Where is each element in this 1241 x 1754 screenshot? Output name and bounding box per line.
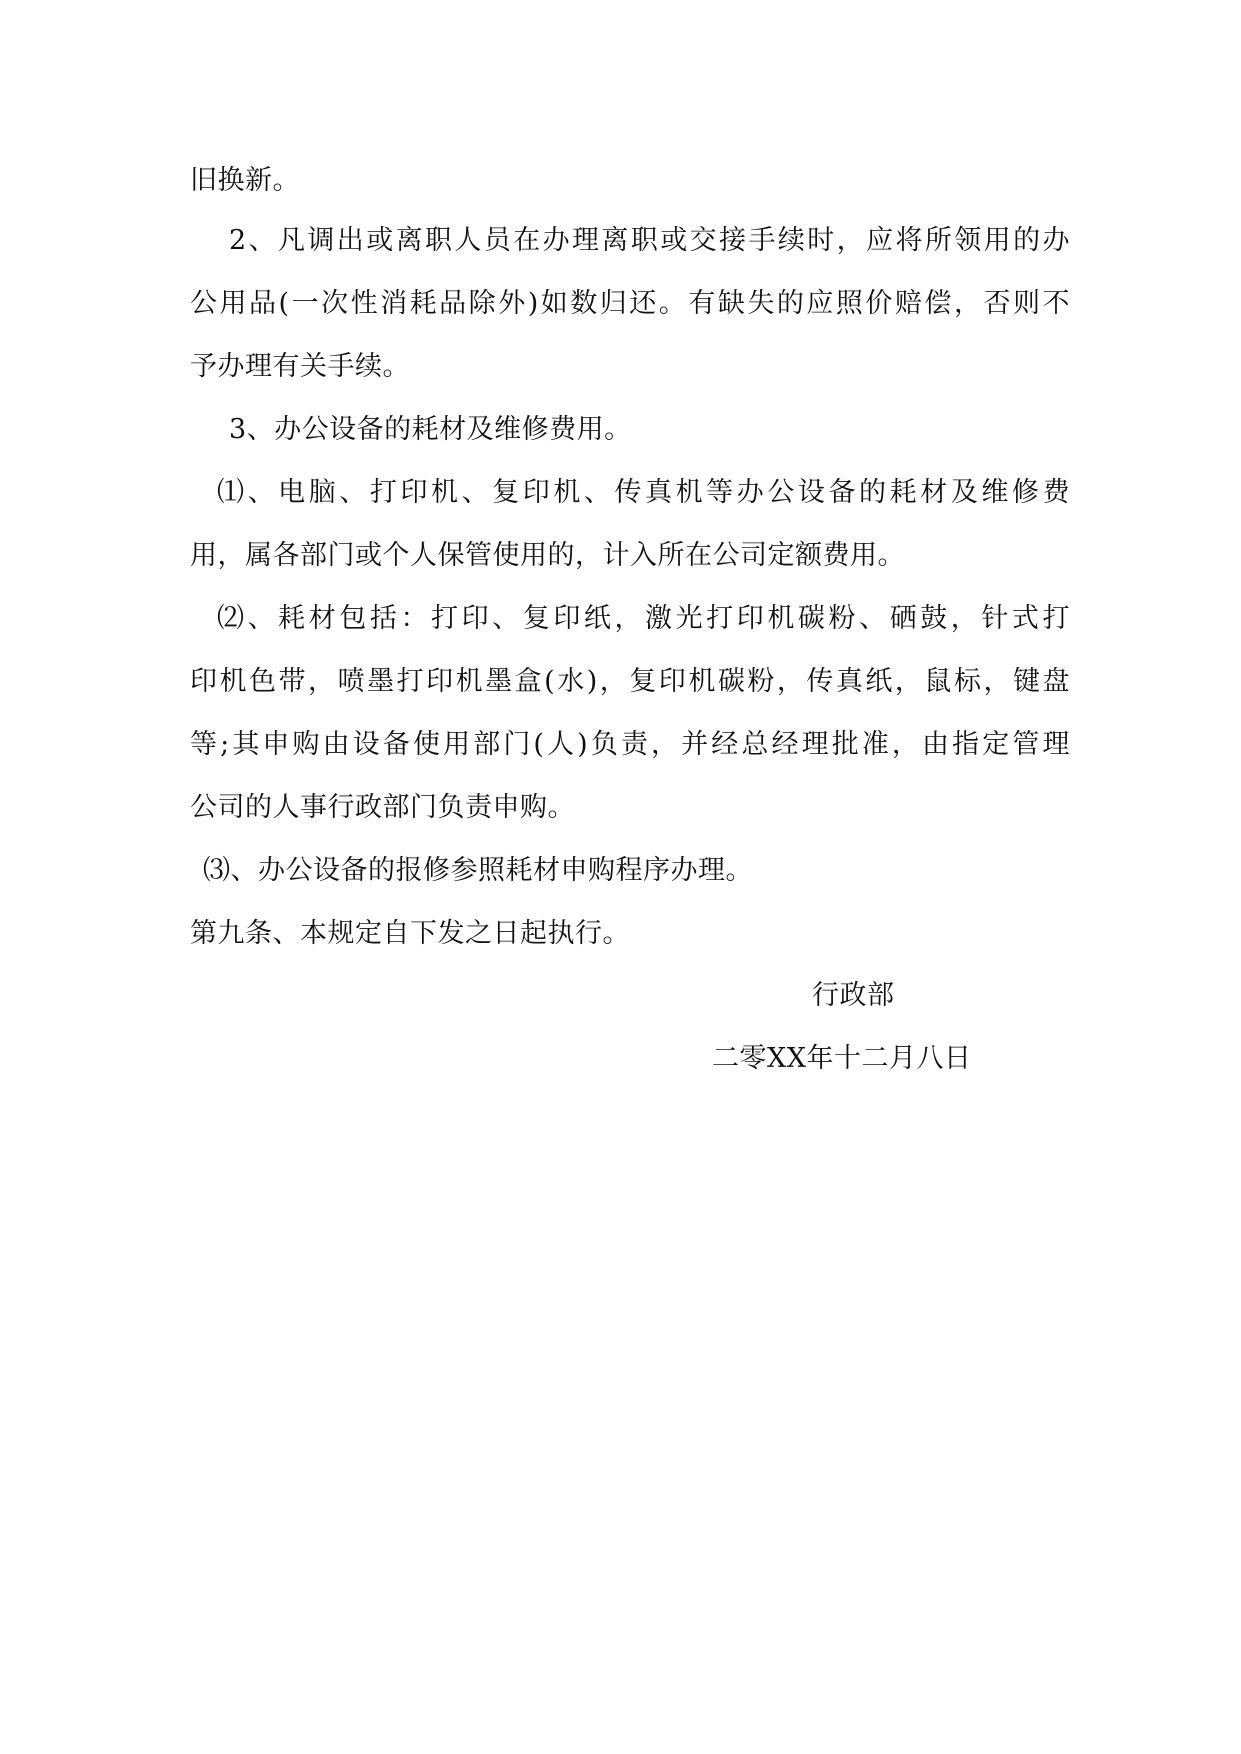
body-line: 3、办公设备的耗材及维修费用。 <box>229 414 632 445</box>
signature-date: 二零XX年十二月八日 <box>712 1043 972 1074</box>
body-line: 印机色带，喷墨打印机墨盒(水)，复印机碳粉，传真纸，鼠标，键盘 <box>190 666 1070 697</box>
body-line: ⑵、耗材包括：打印、复印纸，激光打印机碳粉、硒鼓，针式打 <box>217 603 1070 634</box>
body-line: 公司的人事行政部门负责申购。 <box>190 792 575 823</box>
signature-department: 行政部 <box>812 980 895 1011</box>
article-line: 第九条、本规定自下发之日起执行。 <box>190 918 630 949</box>
body-line: 公用品(一次性消耗品除外)如数归还。有缺失的应照价赔偿，否则不 <box>190 288 1070 319</box>
body-line: ⑶、办公设备的报修参照耗材申购程序办理。 <box>203 855 753 886</box>
body-line: 等;其申购由设备使用部门(人)负责，并经总经理批准，由指定管理 <box>190 729 1070 760</box>
body-line: 2、凡调出或离职人员在办理离职或交接手续时，应将所领用的办 <box>229 225 1070 256</box>
body-line: 旧换新。 <box>190 165 300 196</box>
body-line: 予办理有关手续。 <box>190 351 410 382</box>
body-line: 用，属各部门或个人保管使用的，计入所在公司定额费用。 <box>190 540 905 571</box>
body-line: ⑴、电脑、打印机、复印机、传真机等办公设备的耗材及维修费 <box>217 477 1070 508</box>
